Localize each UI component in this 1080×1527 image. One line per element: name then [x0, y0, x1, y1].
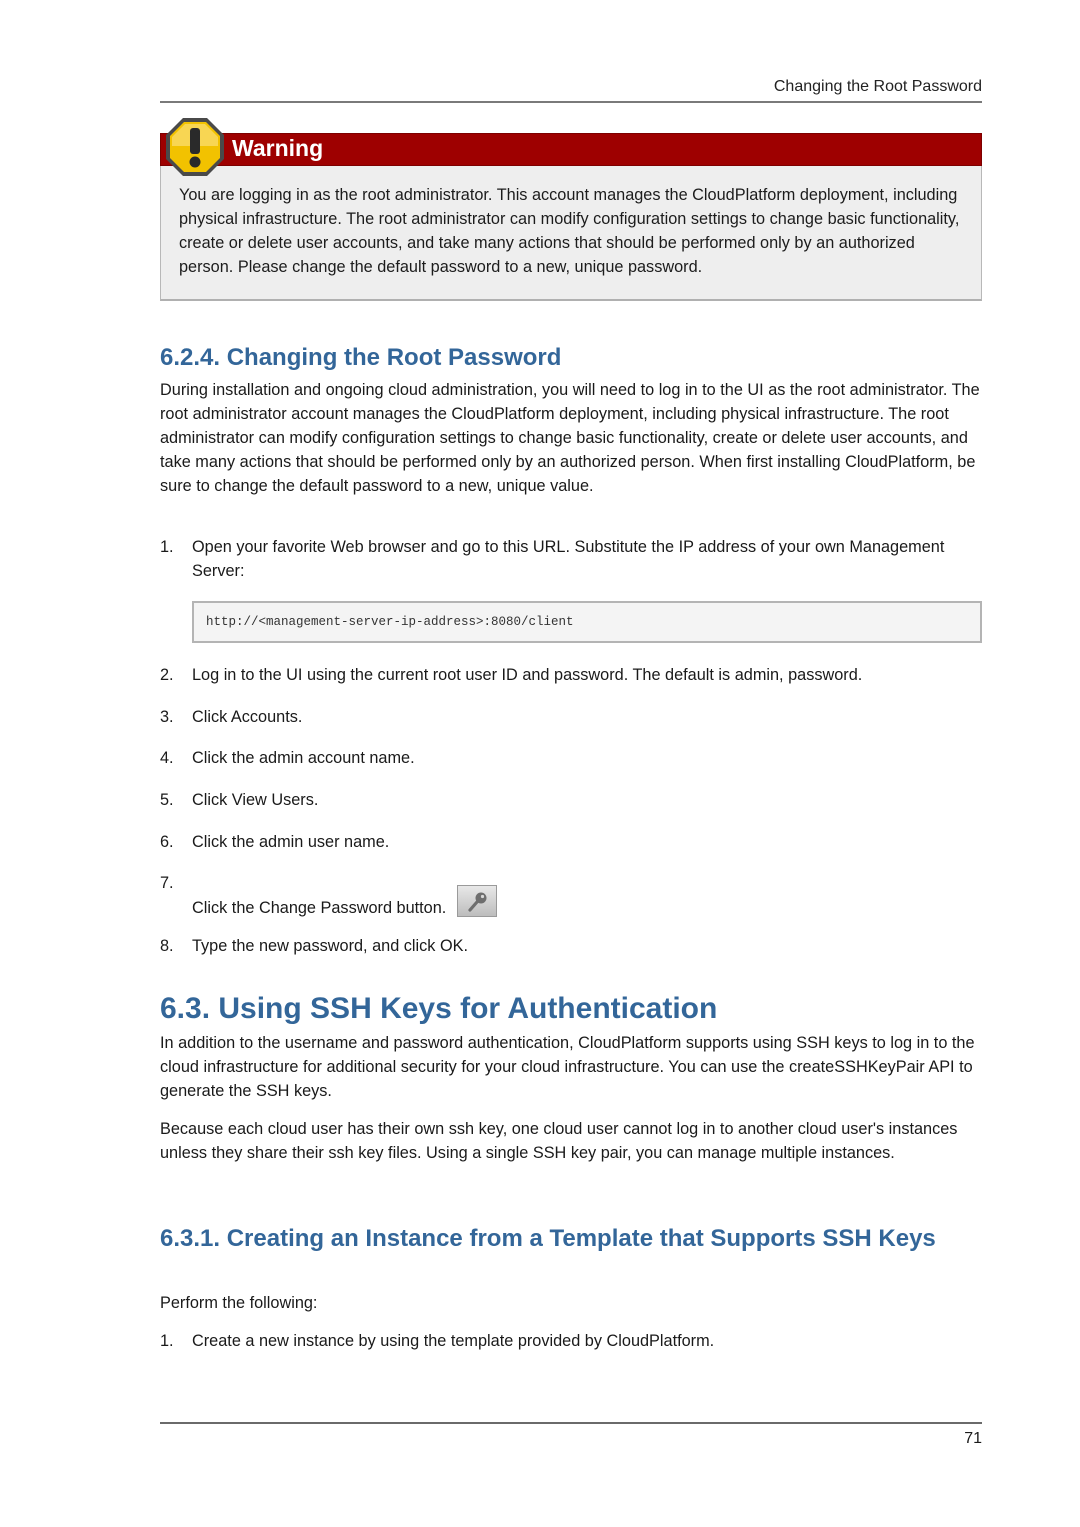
- paragraph: Perform the following:: [160, 1294, 318, 1312]
- warning-exclamation-icon: [164, 116, 226, 178]
- section-heading-6-3-1: 6.3.1. Creating an Instance from a Template that Supports SSH Keys: [160, 1225, 936, 1252]
- list-number: 5.: [160, 791, 174, 809]
- section-heading-6-2-4: 6.2.4. Changing the Root Password: [160, 344, 562, 371]
- list-item-text-with-icon: [192, 885, 982, 920]
- change-password-button-image: [457, 885, 497, 917]
- paragraph: In addition to the username and password authentication, CloudPlatform supports using SSH keys to log in to the cloud infrastructure for additional security for your cloud infrastructure. You can use the createSSHKeyPair API to generate the SSH keys.: [160, 1034, 975, 1100]
- list-number: 2.: [160, 666, 174, 684]
- paragraph: Because each cloud user has their own ssh key, one cloud user cannot log in to another cloud user's instances unless they share their ssh key files. Using a single SSH key pair, you can manage multiple instances.: [160, 1120, 958, 1162]
- code-text: http://<management-server-ip-address>:8080/client: [206, 615, 574, 629]
- list-number: 4.: [160, 749, 174, 767]
- list-number: 3.: [160, 708, 174, 726]
- warning-title-bar: [160, 133, 982, 166]
- key-icon: [467, 891, 489, 913]
- list-text: Click the admin user name.: [192, 833, 390, 851]
- list-text: Click the Change Password button.: [192, 899, 447, 917]
- list-text: Create a new instance by using the template provided by CloudPlatform.: [192, 1332, 715, 1350]
- list-text: Click Accounts.: [192, 708, 303, 726]
- list-number: 1.: [160, 1332, 174, 1350]
- section-intro-paragraph: During installation and ongoing cloud administration, you will need to log in to the UI as the root administrator. The root administrator account manages the CloudPlatform deployment, including physical infrastructure. The root administrator can modify configuration settings to change basic functionality, create or delete user accounts, and take many actions that should be performed only by an authorized person. When first installing CloudPlatform, be sure to change the default password to a new, unique value.: [160, 381, 980, 495]
- warning-admonition: [160, 133, 982, 301]
- running-header: Changing the Root Password: [773, 78, 982, 95]
- footer-rule: [160, 1422, 982, 1424]
- page-number: 71: [964, 1430, 982, 1447]
- list-number: 1.: [160, 538, 174, 556]
- list-text: Click the admin account name.: [192, 749, 415, 767]
- list-text: Log in to the UI using the current root user ID and password. The default is admin, password.: [192, 666, 863, 684]
- list-number: 8.: [160, 937, 174, 955]
- list-number: 6.: [160, 833, 174, 851]
- list-number: 7.: [160, 874, 174, 892]
- list-text: Type the new password, and click OK.: [192, 937, 469, 955]
- section-heading-6-3: 6.3. Using SSH Keys for Authentication: [160, 992, 718, 1025]
- list-text: Open your favorite Web browser and go to this URL. Substitute the IP address of your own Management Server:: [192, 538, 945, 580]
- list-text: Click View Users.: [192, 791, 319, 809]
- code-block-url: [192, 601, 982, 643]
- header-rule: [160, 101, 982, 103]
- warning-title: Warning: [232, 135, 324, 161]
- warning-text: You are logging in as the root administrator. This account manages the CloudPlatform deployment, including physical infrastructure. The root administrator can modify configuration settings to change basic functionality, create or delete user accounts, and take many actions that should be performed only by an authorized person. Please change the default password to a new, unique password.: [160, 166, 982, 301]
